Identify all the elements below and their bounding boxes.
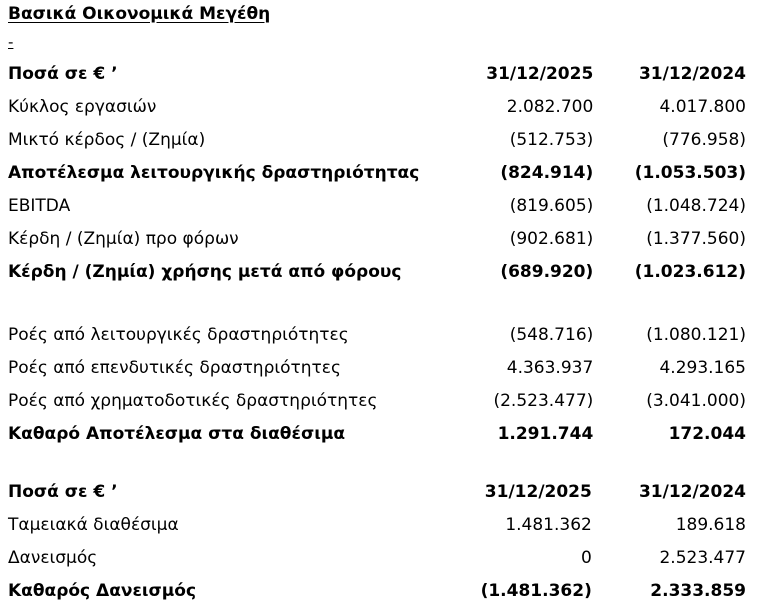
row-label: Καθαρός Δανεισμός xyxy=(8,580,197,601)
header-col-2024: 31/12/2024 xyxy=(638,63,746,84)
table-row xyxy=(0,189,758,222)
table-row xyxy=(0,123,758,156)
row-value-2025: (819.605) xyxy=(509,195,594,216)
row-label: Ροές από χρηματοδοτικές δραστηριότητες xyxy=(8,390,378,411)
row-value-2024: (776.958) xyxy=(662,129,746,150)
row-value-2024: 2.523.477 xyxy=(659,547,746,568)
table-row xyxy=(0,417,758,450)
table-row xyxy=(0,90,758,123)
table-row xyxy=(0,222,758,255)
row-label: Αποτέλεσμα λειτουργικής δραστηριότητας xyxy=(8,162,420,183)
header-label: Ποσά σε € ’ xyxy=(8,481,118,502)
row-value-2025: (2.523.477) xyxy=(493,390,594,411)
row-value-2024: (1.080.121) xyxy=(646,324,746,345)
header-label: Ποσά σε € ’ xyxy=(8,63,118,84)
row-value-2025: (548.716) xyxy=(509,324,594,345)
row-value-2024: 2.333.859 xyxy=(650,580,746,601)
row-value-2024: (3.041.000) xyxy=(646,390,746,411)
row-value-2024: (1.377.560) xyxy=(646,228,746,249)
row-value-2025: (1.481.362) xyxy=(480,580,592,601)
row-value-2025: 2.082.700 xyxy=(506,96,594,117)
financials-table xyxy=(0,57,758,450)
row-value-2024: (1.023.612) xyxy=(634,261,746,282)
table-row xyxy=(0,318,758,351)
row-value-2025: 0 xyxy=(581,547,592,568)
row-label: Δανεισμός xyxy=(8,547,98,568)
page-title: Βασικά Οικονομικά Μεγέθη xyxy=(8,4,271,24)
row-label: Μικτό κέρδος / (Ζημία) xyxy=(8,129,206,150)
row-value-2024: 189.618 xyxy=(675,514,746,535)
row-value-2024: 172.044 xyxy=(668,423,746,444)
row-label: Ροές από λειτουργικές δραστηριότητες xyxy=(8,324,349,345)
table-row xyxy=(0,255,758,288)
row-label: EBITDA xyxy=(8,195,71,216)
table-row xyxy=(0,156,758,189)
row-value-2025: (512.753) xyxy=(509,129,594,150)
dash-marker: - xyxy=(8,33,14,51)
table-row xyxy=(0,508,758,541)
borrowing-table xyxy=(0,475,758,607)
table-row xyxy=(0,574,758,607)
table-row xyxy=(0,351,758,384)
table-row xyxy=(0,541,758,574)
spacer-row xyxy=(0,288,758,318)
table-row xyxy=(0,384,758,417)
table-header-row xyxy=(0,57,758,90)
row-value-2025: (902.681) xyxy=(509,228,594,249)
row-label: Κέρδη / (Ζημία) χρήσης μετά από φόρους xyxy=(8,261,402,282)
spacer-cell xyxy=(470,288,593,318)
row-value-2025: 4.363.937 xyxy=(506,357,594,378)
spacer-cell xyxy=(0,288,470,318)
row-value-2025: (689.920) xyxy=(500,261,594,282)
row-label: Κύκλος εργασιών xyxy=(8,96,157,117)
table-header-row xyxy=(0,475,758,508)
row-value-2025: 1.481.362 xyxy=(505,514,592,535)
header-col-2025: 31/12/2025 xyxy=(486,63,594,84)
row-label: Κέρδη / (Ζημία) προ φόρων xyxy=(8,228,239,249)
row-value-2024: (1.048.724) xyxy=(646,195,746,216)
row-value-2024: 4.293.165 xyxy=(659,357,746,378)
row-value-2024: 4.017.800 xyxy=(659,96,746,117)
header-col-2025: 31/12/2025 xyxy=(484,481,592,502)
header-col-2024: 31/12/2024 xyxy=(638,481,746,502)
row-value-2025: (824.914) xyxy=(500,162,594,183)
spacer-cell xyxy=(593,288,758,318)
row-value-2025: 1.291.744 xyxy=(497,423,594,444)
row-label: Καθαρό Αποτέλεσμα στα διαθέσιμα xyxy=(8,423,346,444)
row-label: Ροές από επενδυτικές δραστηριότητες xyxy=(8,357,341,378)
row-value-2024: (1.053.503) xyxy=(634,162,746,183)
row-label: Ταμειακά διαθέσιμα xyxy=(8,514,179,535)
